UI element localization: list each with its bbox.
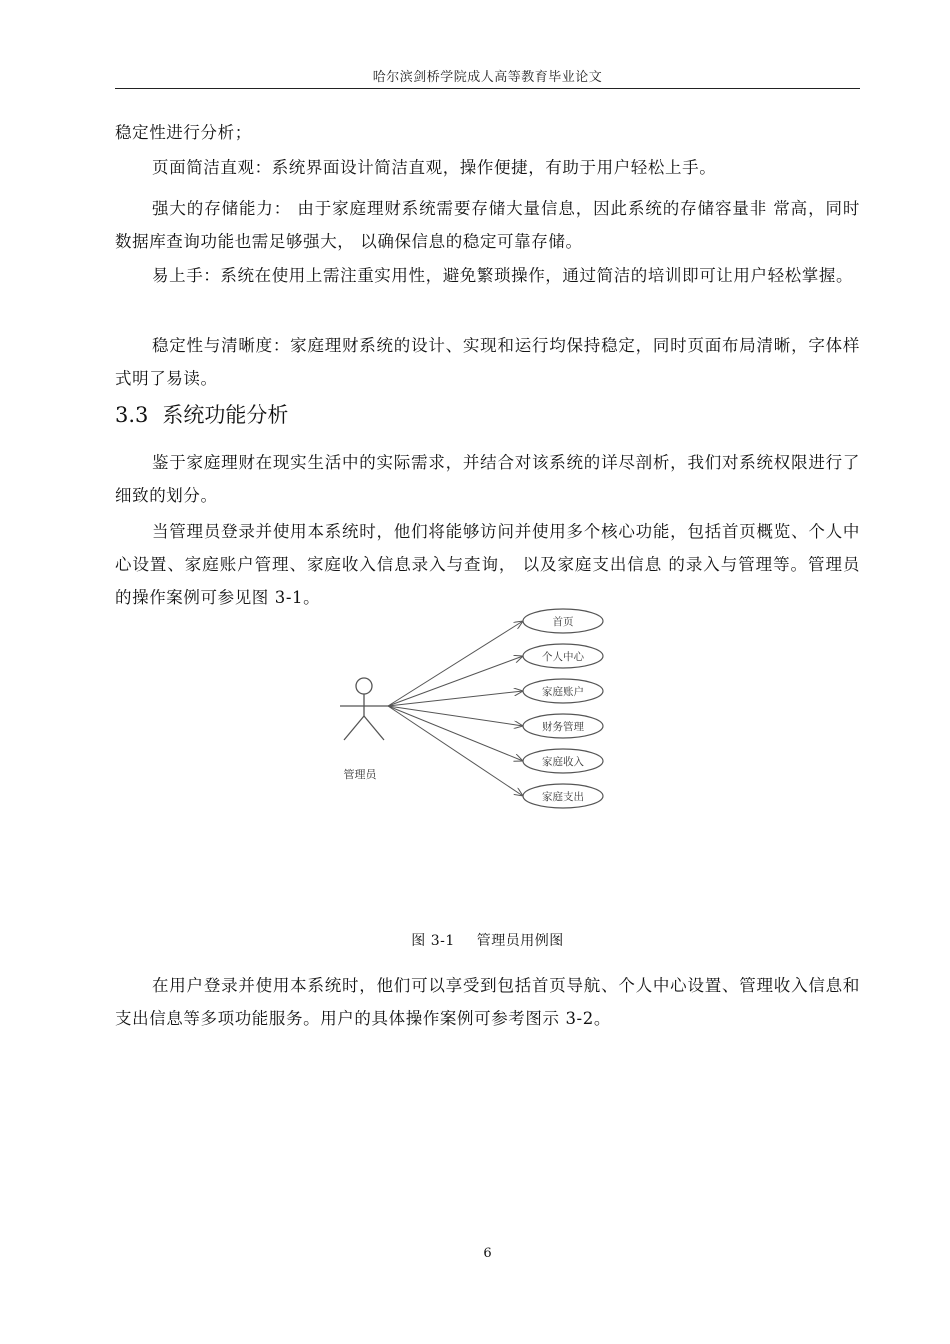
section-number: 3.3 <box>115 403 149 427</box>
use-case-label: 家庭收入 <box>542 756 584 768</box>
header-rule <box>115 88 860 89</box>
section-title-text: 系统功能分析 <box>162 403 289 427</box>
actor-head <box>356 678 372 694</box>
page-number: 6 <box>483 1246 492 1261</box>
section-heading <box>115 398 288 432</box>
use-case-label: 家庭账户 <box>542 686 584 698</box>
paragraph-1: 稳定性进行分析； <box>115 123 252 142</box>
association-arrow <box>388 706 523 726</box>
paragraph-6: 鉴于家庭理财在现实生活中的实际需求，并结合对该系统的详尽剖析，我们对系统权限进行了细致的划分。 <box>115 453 860 505</box>
use-case-label: 首页 <box>552 616 574 628</box>
actor-label: 管理员 <box>343 768 377 781</box>
paragraph-7: 当管理员登录并使用本系统时，他们将能够访问并使用多个核心功能，包括首页概览、个人中心设置、家庭账户管理、家庭收入信息录入与查询， 以及家庭支出信息 的录入与管理等。管理员的操作案例可参见图 3-1。 <box>115 522 860 607</box>
running-header: 哈尔滨剑桥学院成人高等教育毕业论文 <box>372 70 603 85</box>
actor-right-leg <box>364 716 384 740</box>
caption-label: 图 3-1 <box>411 933 455 949</box>
use-case-label: 财务管理 <box>542 721 584 733</box>
association-arrow <box>388 706 523 761</box>
paragraph-5: 稳定性与清晰度：家庭理财系统的设计、实现和运行均保持稳定，同时页面布局清晰，字体样式明了易读。 <box>115 336 860 388</box>
use-case-diagram <box>330 598 610 818</box>
paragraph-8: 在用户登录并使用本系统时，他们可以享受到包括首页导航、个人中心设置、管理收入信息和支出信息等多项功能服务。用户的具体操作案例可参考图示 3-2。 <box>115 976 860 1028</box>
paragraph-3: 强大的存储能力： 由于家庭理财系统需要存储大量信息，因此系统的存储容量非 常高，同时数据库查询功能也需足够强大， 以确保信息的稳定可靠存储。 <box>115 199 860 251</box>
paragraph-2: 页面简洁直观：系统界面设计简洁直观，操作便捷，有助于用户轻松上手。 <box>152 158 717 177</box>
use-case-label: 家庭支出 <box>542 791 584 803</box>
actor-figure <box>340 678 388 740</box>
paragraph-4: 易上手：系统在使用上需注重实用性，避免繁琐操作，通过简洁的培训即可让用户轻松掌握。 <box>152 266 854 285</box>
actor-left-leg <box>344 716 364 740</box>
association-arrow <box>388 706 523 796</box>
use-case-group <box>388 609 603 808</box>
caption-text: 管理员用例图 <box>476 933 564 949</box>
use-case-label: 个人中心 <box>542 651 584 663</box>
figure-caption <box>115 930 860 950</box>
